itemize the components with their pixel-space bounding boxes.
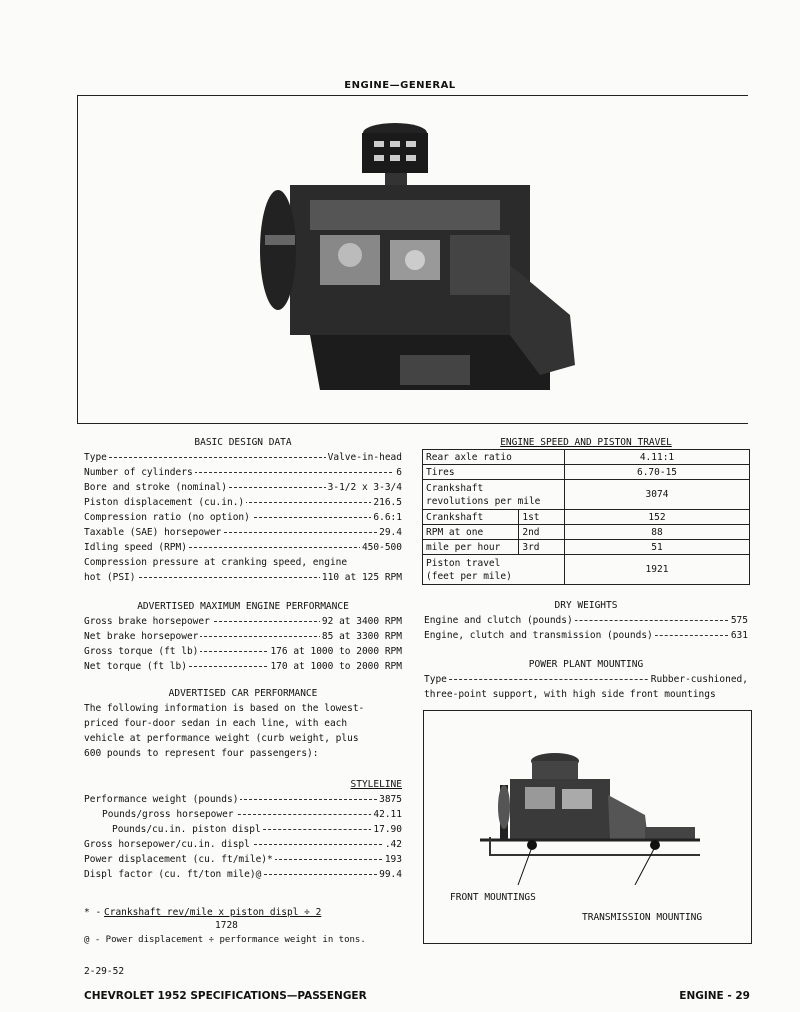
mounting-title: POWER PLANT MOUNTING bbox=[528, 659, 644, 670]
piston-label: Piston travel (feet per mile) bbox=[423, 555, 565, 585]
speed-table-title: ENGINE SPEED AND PISTON TRAVEL bbox=[500, 437, 672, 448]
page-header: ENGINE—GENERAL bbox=[344, 80, 456, 91]
dry-weights-list bbox=[424, 613, 748, 643]
footnote-1-mark: * - bbox=[84, 907, 102, 918]
list-item: Power displacement (cu. ft/mile)* 193 bbox=[84, 854, 402, 865]
car-performance-intro bbox=[84, 701, 404, 761]
list-item: Pounds/cu.in. piston displ 17.90 bbox=[112, 824, 402, 835]
footer-right: ENGINE - 29 bbox=[679, 990, 750, 1002]
basic-design-list bbox=[84, 450, 402, 585]
gear-3rd: 3rd bbox=[519, 540, 565, 555]
mounting-type bbox=[424, 672, 748, 702]
list-item: Compression ratio (no option) 6.6:1 bbox=[84, 512, 402, 523]
list-item: Performance weight (pounds) 3875 bbox=[84, 794, 402, 805]
list-item: Engine, clutch and transmission (pounds) 631 bbox=[424, 630, 748, 641]
table-row bbox=[423, 555, 750, 585]
crank-rev-label: Crankshaft revolutions per mile bbox=[423, 480, 565, 510]
list-item: hot (PSI) 110 at 125 RPM bbox=[84, 572, 402, 583]
table-row bbox=[423, 510, 750, 525]
rpm-label-1: Crankshaft bbox=[423, 510, 519, 525]
mounting-diagram bbox=[470, 745, 710, 885]
front-mountings-caption: FRONT MOUNTINGS bbox=[450, 892, 536, 903]
list-item: Type Rubber-cushioned, bbox=[424, 674, 748, 685]
list-item: Net brake horsepower 85 at 3300 RPM bbox=[84, 631, 402, 642]
rpm-label-2: RPM at one bbox=[423, 525, 519, 540]
intro-line: priced four-door sedan in each line, with each bbox=[84, 718, 348, 729]
table-row bbox=[423, 465, 750, 480]
engine-photo bbox=[250, 115, 590, 420]
intro-line: The following information is based on the lowest- bbox=[84, 703, 365, 714]
footnote-2: @ - Power displacement ÷ performance weight in tons. bbox=[84, 935, 366, 945]
list-item: Gross brake horsepower 92 at 3400 RPM bbox=[84, 616, 402, 627]
crank-rev-value: 3074 bbox=[565, 480, 750, 510]
table-row bbox=[423, 540, 750, 555]
list-item: Taxable (SAE) horsepower 29.4 bbox=[84, 527, 402, 538]
piston-value: 1921 bbox=[565, 555, 750, 585]
table-row bbox=[423, 480, 750, 510]
max-performance-list bbox=[84, 614, 402, 674]
transmission-mounting-caption: TRANSMISSION MOUNTING bbox=[582, 912, 703, 923]
list-item: Gross torque (ft lb) 176 at 1000 to 2000 RPM bbox=[84, 646, 402, 657]
list-item: Gross horsepower/cu.in. displ .42 bbox=[84, 839, 402, 850]
list-item: Number of cylinders 6 bbox=[84, 467, 402, 478]
footnote-1-denominator: 1728 bbox=[215, 920, 238, 931]
gear-2nd: 2nd bbox=[519, 525, 565, 540]
list-item: Net torque (ft lb) 170 at 1000 to 2000 RPM bbox=[84, 661, 402, 672]
intro-line: 600 pounds to represent four passengers): bbox=[84, 748, 319, 759]
revision-date: 2-29-52 bbox=[84, 966, 125, 977]
gear-1st-value: 152 bbox=[565, 510, 750, 525]
compression-line: Compression pressure at cranking speed, engine bbox=[84, 557, 348, 568]
intro-line: vehicle at performance weight (curb weight, plus bbox=[84, 733, 359, 744]
dry-weights-title: DRY WEIGHTS bbox=[554, 600, 618, 611]
list-item: Type Valve-in-head bbox=[84, 452, 402, 463]
list-item: Idling speed (RPM) 450-500 bbox=[84, 542, 402, 553]
speed-table bbox=[422, 449, 750, 585]
list-item: Pounds/gross horsepower 42.11 bbox=[102, 809, 402, 820]
rpm-label-3: mile per hour bbox=[423, 540, 519, 555]
gear-3rd-value: 51 bbox=[565, 540, 750, 555]
car-performance-list bbox=[84, 792, 402, 882]
list-item: Bore and stroke (nominal) 3-1/2 x 3-3/4 bbox=[84, 482, 402, 493]
tires-value: 6.70-15 bbox=[565, 465, 750, 480]
list-item: Engine and clutch (pounds) 575 bbox=[424, 615, 748, 626]
car-performance-title: ADVERTISED CAR PERFORMANCE bbox=[168, 688, 318, 699]
mounting-line-2: three-point support, with high side front mountings bbox=[424, 689, 716, 700]
max-performance-title: ADVERTISED MAXIMUM ENGINE PERFORMANCE bbox=[137, 601, 349, 612]
tires-label: Tires bbox=[423, 465, 565, 480]
basic-design-title: BASIC DESIGN DATA bbox=[194, 437, 292, 448]
footnote-1-numerator: Crankshaft rev/mile x piston displ ÷ 2 bbox=[104, 907, 322, 918]
styleline-header: STYLELINE bbox=[350, 779, 402, 790]
rear-axle-label: Rear axle ratio bbox=[423, 450, 565, 465]
list-item: Displ factor (cu. ft/ton mile)@ 99.4 bbox=[84, 869, 402, 880]
footer-left: CHEVROLET 1952 SPECIFICATIONS—PASSENGER bbox=[84, 990, 367, 1002]
table-row bbox=[423, 525, 750, 540]
table-row bbox=[423, 450, 750, 465]
gear-2nd-value: 88 bbox=[565, 525, 750, 540]
rear-axle-value: 4.11:1 bbox=[565, 450, 750, 465]
gear-1st: 1st bbox=[519, 510, 565, 525]
list-item: Piston displacement (cu.in.) 216.5 bbox=[84, 497, 402, 508]
